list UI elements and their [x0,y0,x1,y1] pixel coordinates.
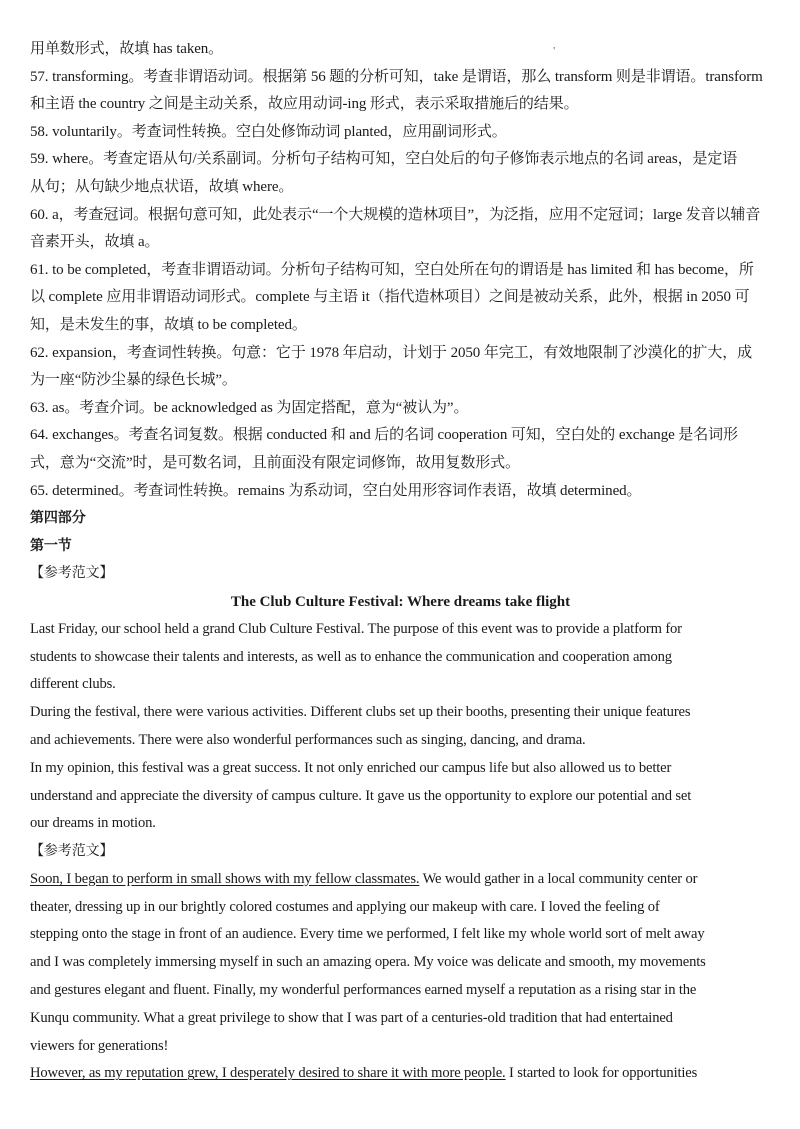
answer-line: 音素开头，故填 a。 [30,234,160,251]
essay-line: and achievements. There were also wonderful performances such as singing, dancing, and drama. [30,732,586,749]
underlined-sentence: However, as my reputation grew, I desperately desired to share it with more people. [30,1065,506,1082]
answer-line: 65. determined。考查词性转换。remains 为系动词，空白处用形容词作表语，故填 determined。 [30,482,642,499]
section-heading: 第一节 [30,537,72,554]
essay-line: theater, dressing up in our brightly colored costumes and applying our makeup with care. I loved the feeling of [30,898,660,915]
essay-line: Last Friday, our school held a grand Club Culture Festival. The purpose of this event was to provide a platform for [30,620,682,637]
answer-line: 从句；从句缺少地点状语，故填 where。 [30,178,294,195]
answer-line: 知，是未发生的事，故填 to be completed。 [30,316,307,333]
scan-mark: ' [553,46,555,57]
answer-line: 61. to be completed，考查非谓语动词。分析句子结构可知，空白处所在句的谓语是 has limited 和 has become，所 [30,261,754,278]
essay-line: understand and appreciate the diversity of campus culture. It gave us the opportunity to explore our potential and set [30,787,692,804]
answer-line: 和主语 the country 之间是主动关系，故应用动词-ing 形式，表示采取措施后的结果。 [30,96,579,113]
reference-label: 【参考范文】 [30,843,114,860]
document-page [30,36,775,1088]
sentence-rest: We would gather in a local community center or [419,870,698,887]
answer-line: 63. as。考查介词。be acknowledged as 为固定搭配，意为“被认为”。 [30,399,469,416]
essay-line: stepping onto the stage in front of an audience. Every time we performed, I felt like my whole world sort of melt away [30,926,705,943]
answer-line: 用单数形式，故填 has taken。 [30,41,224,57]
essay-line: Kunqu community. What a great privilege to show that I was part of a centuries-old tradition that had entertained [30,1009,673,1026]
answer-line: 式，意为“交流”时，是可数名词，且前面没有限定词修饰，故用复数形式。 [30,454,520,471]
answer-line: 57. transforming。考查非谓语动词。根据第 56 题的分析可知，take 是谓语，那么 transform 则是非谓语。transform [30,68,763,85]
essay-line [30,1060,775,1088]
underlined-sentence: Soon, I began to perform in small shows with my fellow classmates. [30,870,420,887]
answer-line: 64. exchanges。考查名词复数。根据 conducted 和 and 后的名词 cooperation 可知，空白处的 exchange 是名词形 [30,427,738,444]
essay-line: students to showcase their talents and interests, as well as to enhance the communication and cooperation among [30,648,672,665]
answer-line: 62. expansion，考查词性转换。句意：它于 1978 年启动，计划于 2050 年完工，有效地限制了沙漠化的扩大，成 [30,344,753,361]
reference-label: 【参考范文】 [30,565,114,582]
answer-line: 59. where。考查定语从句/关系副词。分析句子结构可知，空白处后的句子修饰表示地点的名词 areas，是定语 [30,151,738,168]
sentence-rest: I started to look for opportunities [505,1065,698,1082]
part-heading: 第四部分 [30,510,86,527]
essay-line [30,866,775,894]
essay-line: and I was completely immersing myself in such an amazing opera. My voice was delicate and smooth, my movements [30,954,706,971]
essay-line: In my opinion, this festival was a great success. It not only enriched our campus life but also allowed us to better [30,759,672,776]
essay-line: viewers for generations! [30,1037,169,1054]
answer-line: 为一座“防沙尘暴的绿色长城”。 [30,372,237,389]
essay-title: The Club Culture Festival: Where dreams take flight [230,593,571,610]
essay-line: During the festival, there were various activities. Different clubs set up their booths, presenting their unique features [30,704,691,721]
answer-line: 60. a，考查冠词。根据句意可知，此处表示“一个大规模的造林项目”，为泛指，应用不定冠词；large 发音以辅音 [30,206,761,223]
answer-line: 以 complete 应用非谓语动词形式。complete 与主语 it（指代造林项目）之间是被动关系，此外，根据 in 2050 可 [30,289,750,306]
essay-line: different clubs. [30,676,116,693]
essay-line: and gestures elegant and fluent. Finally, my wonderful performances earned myself a reputation as a rising star in the [30,982,697,999]
answer-line: 58. voluntarily。考查词性转换。空白处修饰动词 planted，应用副词形式。 [30,123,507,140]
essay-line: our dreams in motion. [30,815,156,832]
